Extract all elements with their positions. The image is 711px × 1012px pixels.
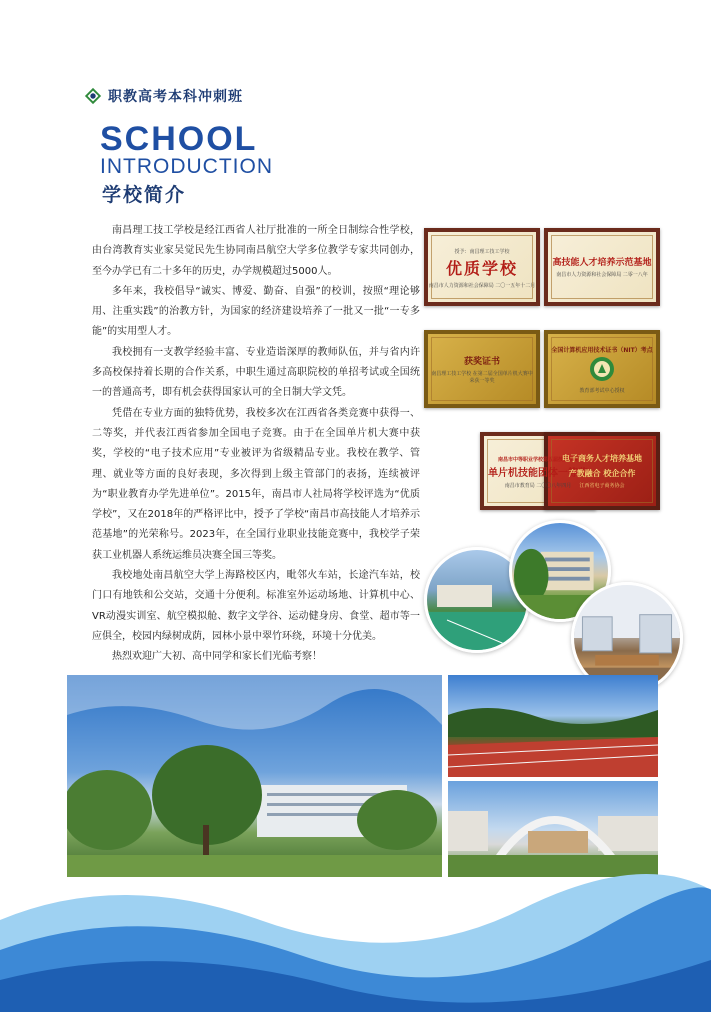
cert-title: 优质学校 [445, 258, 518, 278]
cert-title: 产教融合 校企合作 [568, 468, 636, 478]
intro-body [92, 221, 420, 668]
paragraph: 我校地处南昌航空大学上海路校区内，毗邻火车站，长途汽车站，校门口有地铁和公交站，交通十分便利。标准室外运动场地、计算机中心、VR动漫实训室、航空模拟舱、数字文学谷、运动健身房、食堂、超市等一应俱全，校园内绿树成荫，园林小景中翠竹环绕，环境十分优美。 [92, 570, 420, 642]
cert-top: 全国计算机应用技术证书（NIT）考点 [551, 347, 653, 354]
paragraph: 热烈欢迎广大初、高中同学和家长们光临考察！ [112, 651, 322, 663]
cert-top: 获奖证书 [463, 356, 500, 367]
paragraph: 凭借在专业方面的独特优势，我校多次在江西省各类竞赛中获得一、二等奖，并代表江西省参加全国电子竞赛。由于在全国单片机大赛中获奖，学校的“电子技术应用”专业被评为省级精品专业。我校在教学、管理、就业等方面的良好表现，多次得到上级主管部门的表扬，连续被评为“职业教育办学先进单位”。2015年，南昌市人社局将学校评选为“优质学校”，又在2018年的严格评比中，授予了学校“南昌市高技能人才培养示范基地”的光荣称号。2023年，在全国行业职业技能竞赛中，我校学子荣获工业机器人系统运维员决赛全国三等奖。 [92, 407, 420, 561]
running-track-photo [448, 675, 658, 777]
title-introduction: INTRODUCTION [100, 155, 273, 178]
certificate-skills-base [544, 228, 660, 306]
cert-issuer: 南昌市人力资源和社会保障局 二零一八年 [556, 272, 648, 278]
paragraph: 多年来，我校倡导“诚实、博爱、勤奋、自强”的校训，按照“理论够用、注重实践”的治教方针，为国家的经济建设培养了一批又一批“一专多能”的实用型人才。 [92, 285, 420, 338]
certificate-quality-school [424, 228, 540, 306]
cert-issuer: 南昌理工技工学校 在第二届全国单片机大赛中 荣获一等奖 [431, 370, 533, 384]
campus-panorama-photo [67, 675, 442, 877]
cert-top: 电子商务人才培养基地 [562, 453, 642, 463]
certificate-award [424, 330, 540, 408]
cert-issuer: 江西省电子商务协会 [579, 482, 625, 489]
paragraph: 我校拥有一支教学经验丰富、专业造诣深厚的教师队伍，并与省内许多高校保持着长期的合作关系，中职生通过高职院校的单招考试或全国统一的普通高考，即有机会获得国家认可的全日制大学文凭。 [92, 346, 420, 399]
cert-top: 授予：南昌理工技工学校 [454, 248, 510, 255]
header-brand [84, 86, 243, 106]
paragraph: 南昌理工技工学校是经江西省人社厅批准的一所全日制综合性学校，由台湾教育实业家吴觉民先生协同南昌航空大学多位教学专家共同创办，至今办学已有二十多年的历史，办学规模超过5000人。 [92, 225, 420, 277]
cert-issuer: 南昌市教育局 二〇〇八年四月 [504, 482, 572, 489]
certificate-nit [544, 330, 660, 408]
cert-issuer: 教育部考试中心授权 [579, 388, 625, 394]
title-chinese: 学校简介 [102, 184, 187, 206]
title-school: SCHOOL [100, 120, 258, 158]
cert-title: 单片机技能团体一等奖 [488, 467, 588, 479]
cert-top: 南昌市中等职业学校第五届技能竞赛 [497, 456, 578, 463]
cert-issuer: 南昌市人力资源和社会保障局 二〇一五年十二月 [428, 282, 536, 289]
cert-title: 高技能人才培养示范基地 [552, 258, 652, 268]
brand-text: 职教高考本科冲刺班 [108, 89, 243, 105]
nit-emblem-icon [589, 356, 615, 382]
emblem-icon [84, 87, 102, 105]
wave-decoration [0, 860, 711, 1012]
